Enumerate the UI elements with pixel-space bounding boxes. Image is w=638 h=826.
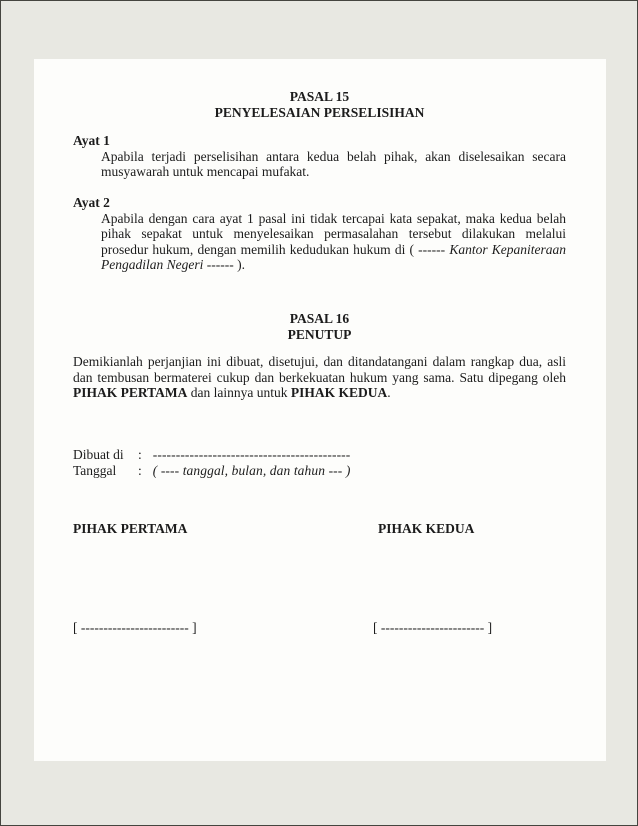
made-at-row (73, 447, 566, 463)
section-pasal15-heading (73, 89, 566, 120)
ayat-2-label: Ayat 2 (73, 194, 110, 210)
document-sheet (34, 59, 606, 761)
date-label: Tanggal (73, 462, 117, 478)
pasal16-title: PASAL 16 (289, 310, 350, 326)
first-party-label: PIHAK PERTAMA (73, 521, 188, 537)
date-value: ( ---- tanggal, bulan, dan tahun --- ) (152, 462, 351, 478)
date-row (73, 463, 566, 479)
second-party-label: PIHAK KEDUA (378, 521, 475, 537)
made-at-label: Dibuat di (73, 446, 124, 462)
section-pasal16-heading (73, 311, 566, 342)
ayat-1-label: Ayat 1 (73, 133, 110, 149)
pasal15-subtitle: PENYELESAIAN PERSELISIHAN (214, 104, 425, 120)
ayat-2-block (73, 195, 566, 273)
second-party-signature-placeholder: [ ----------------------- ] (373, 619, 493, 635)
ayat-2-body: Apabila dengan cara ayat 1 pasal ini tidak tercapai kata sepakat, maka kedua belah pihak sepakat untuk menyelesaikan permasalahan tersebut dilakukan melalui prosedur hukum, dengan memilih kedudukan hukum di ( ------ Kantor Kepaniteraan Pengadilan Negeri ------ ). (101, 210, 566, 273)
ayat-1-block (73, 133, 566, 180)
closing-paragraph: Demikianlah perjanjian ini dibuat, disetujui, dan ditandatangani dalam rangkap dua, asli dan tembusan bermaterei cukup dan berkekuatan hukum yang sama. Satu dipegang oleh PIHAK PERTAMA dan lainnya untuk PIHAK KEDUA. (73, 354, 566, 401)
execution-details (73, 447, 566, 478)
date-colon: : (138, 462, 142, 478)
made-at-value: ------------------------------------------- (152, 446, 351, 462)
first-party-signature-placeholder: [ ------------------------ ] (73, 619, 197, 635)
made-at-colon: : (138, 446, 142, 462)
ayat-1-body: Apabila terjadi perselisihan antara kedua belah pihak, akan diselesaikan secara musyawarah untuk mencapai mufakat. (101, 148, 566, 180)
pasal15-title: PASAL 15 (289, 89, 350, 104)
signature-party-row (73, 521, 566, 537)
signature-placeholder-row (73, 620, 566, 636)
pasal16-subtitle: PENUTUP (287, 326, 352, 342)
